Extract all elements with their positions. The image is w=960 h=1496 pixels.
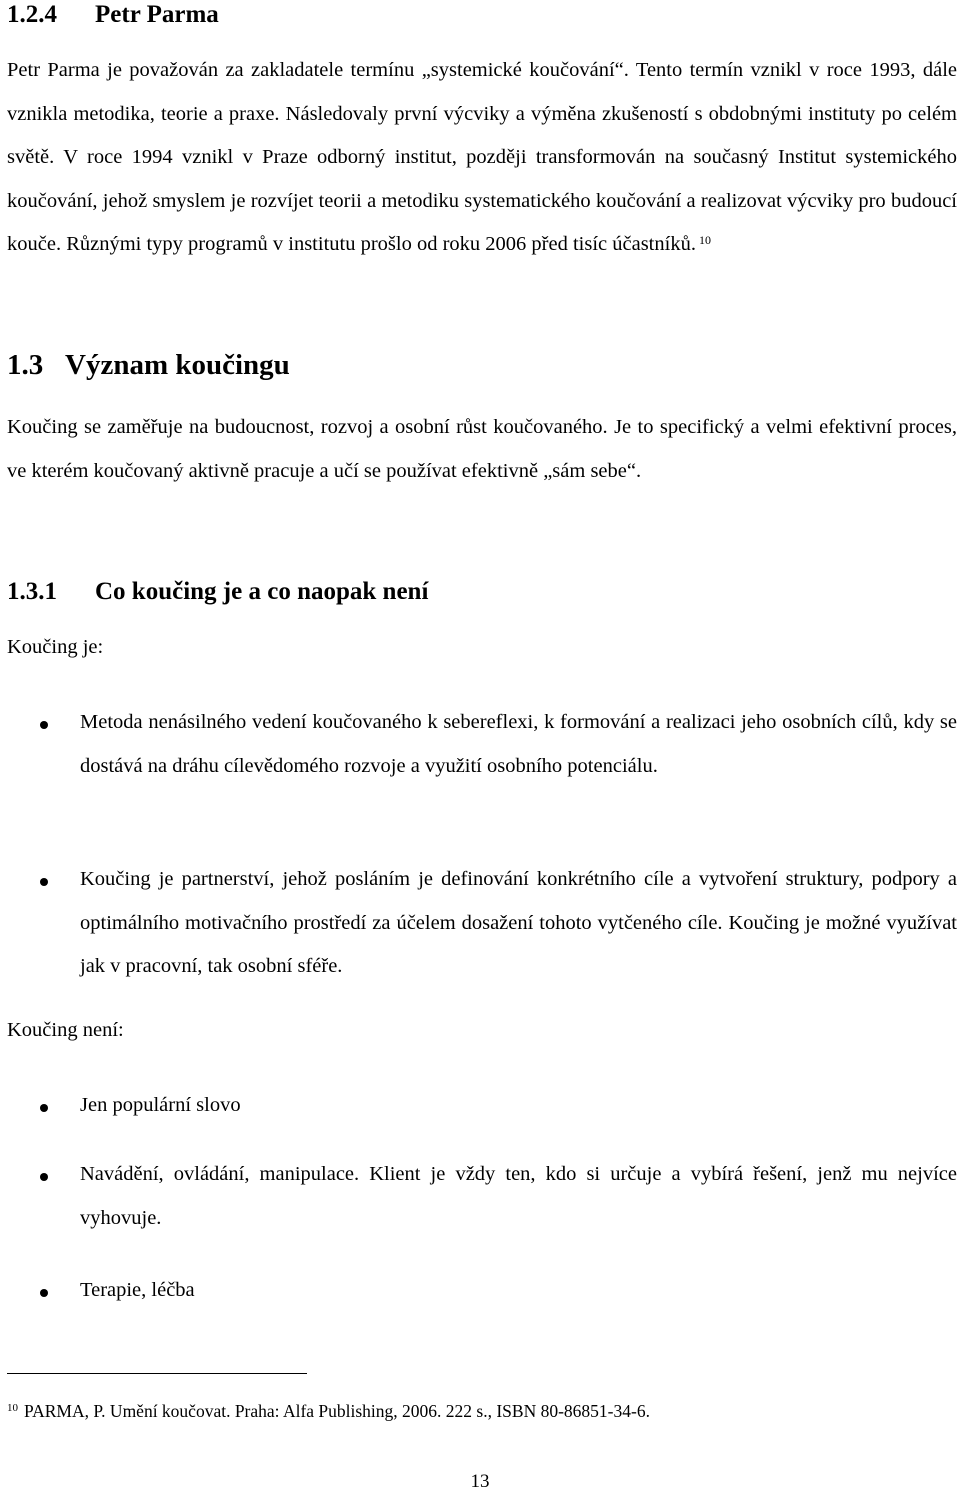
bullet-icon (40, 878, 48, 886)
section-number: 1.2.4 (7, 1, 57, 28)
paragraph-vyznam-koucingu (7, 406, 957, 493)
paragraph-text: Koučing se zaměřuje na budoucnost, rozvoj a osobní růst koučovaného. Je to specifický a velmi efektivní proces, ve kterém koučovaný aktivně pracuje a učí se používat efektivně „sám sebe“. (7, 416, 957, 482)
list-item-text: Terapie, léčba (80, 1279, 195, 1301)
bullet-icon (40, 721, 48, 729)
paragraph-text: Petr Parma je považován za zakladatele termínu „systemické koučování“. Tento termín vznikl v roce 1993, dále vznikla metodika, teorie a praxe. Následovaly první výcviky a výměna zkušeností s obdobnými instituty po celém světě. V roce 1994 vznikl v Praze odborný institut, později transformován na současný Institut systemického koučování, jehož smyslem je rozvíjet teorii a metodiku systematického koučování a realizovat výcviky pro budoucí kouče. Různými typy programů v institutu prošlo od roku 2006 před tisíc účastníků. (7, 59, 957, 255)
section-number: 1.3.1 (7, 578, 57, 605)
paragraph-petr-parma (7, 49, 957, 267)
bullet-icon (40, 1173, 48, 1181)
footnote-reference: 10 (698, 233, 711, 247)
footnote (7, 1398, 650, 1424)
section-heading-1-2-4 (7, 0, 219, 30)
footnote-separator (7, 1373, 307, 1374)
section-number: 1.3 (7, 349, 44, 381)
section-heading-1-3-1 (7, 577, 428, 607)
section-heading-1-3 (7, 348, 290, 382)
list-label-is-not: Koučing není: (7, 1019, 124, 1041)
list-item-text: Navádění, ovládání, manipulace. Klient je vždy ten, kdo si určuje a vybírá řešení, jenž mu nejvíce vyhovuje. (80, 1163, 957, 1229)
list-item-text: Jen populární slovo (80, 1094, 241, 1116)
list-label-is: Koučing je: (7, 636, 104, 658)
footnote-number: 10 (7, 1402, 18, 1414)
page-number: 13 (470, 1471, 490, 1492)
list-item-text: Metoda nenásilného vedení koučovaného k sebereflexi, k formování a realizaci jeho osobních cílů, kdy se dostává na dráhu cílevědomého rozvoje a využití osobního potenciálu. (80, 711, 957, 777)
section-title: Petr Parma (95, 1, 219, 28)
bullet-icon (40, 1104, 48, 1112)
list-item-text: Koučing je partnerství, jehož posláním je definování konkrétního cíle a vytvoření struktury, podpory a optimálního motivačního prostředí za účelem dosažení tohoto vytčeného cíle. Koučing je možné využívat jak v pracovní, tak osobní sféře. (80, 868, 957, 977)
footnote-text: PARMA, P. Umění koučovat. Praha: Alfa Publishing, 2006. 222 s., ISBN 80-86851-34-6. (24, 1401, 650, 1421)
bullet-icon (40, 1289, 48, 1297)
section-title: Význam koučingu (65, 349, 290, 381)
section-title: Co koučing je a co naopak není (95, 578, 429, 605)
